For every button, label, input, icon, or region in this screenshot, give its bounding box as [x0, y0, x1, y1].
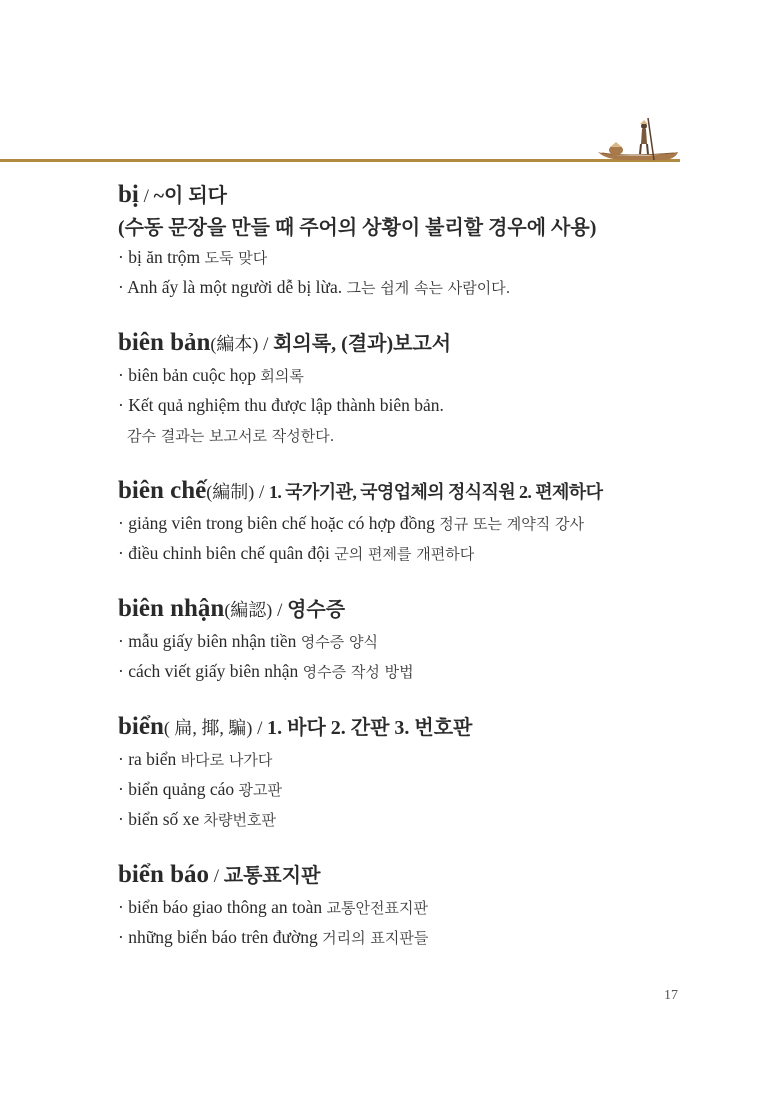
headword: biển [118, 713, 164, 740]
headword: bị [118, 181, 139, 208]
hanja: (編認) [224, 600, 273, 620]
example-line [118, 745, 698, 775]
entry-bien-ban [118, 326, 698, 451]
separator: / [258, 334, 274, 355]
example-korean: 회의록 [260, 367, 304, 385]
example-vietnamese: · bị ăn trộm [118, 247, 205, 267]
example-vietnamese: · Kết quả nghiệm thu được lập thành biên bản. [118, 395, 444, 415]
separator: / [254, 482, 269, 503]
example-vietnamese: · điều chỉnh biên chế quân đội [118, 543, 335, 563]
hanja: (編制) [206, 482, 255, 502]
example-line [118, 657, 698, 687]
meaning: 교통표지판 [223, 865, 321, 887]
example-line [118, 775, 698, 805]
meaning: 1. 바다 2. 간판 3. 번호판 [267, 717, 473, 739]
page-number: 17 [664, 988, 678, 1003]
example-line [118, 539, 698, 569]
entry-headline [118, 858, 698, 893]
separator: / [209, 866, 224, 887]
example-vietnamese: · cách viết giấy biên nhận [118, 661, 303, 681]
example-korean: 광고판 [238, 781, 282, 799]
example-line [118, 627, 698, 657]
entry-headline [118, 710, 698, 745]
example-line [118, 243, 698, 273]
example-korean: 차량번호판 [203, 811, 276, 829]
example-vietnamese: · ra biển [118, 749, 181, 769]
separator: / [272, 600, 288, 621]
entry-bien-bao [118, 858, 698, 953]
example-line [118, 273, 698, 303]
example-vietnamese: · biển báo giao thông an toàn [118, 897, 327, 917]
example-vietnamese: · biển quảng cáo [118, 779, 239, 799]
separator: / [138, 186, 154, 207]
hanja: ( 扁, 揶, 騙) [163, 718, 253, 738]
example-korean: 바다로 나가다 [180, 751, 273, 769]
entry-headline [118, 326, 698, 361]
usage-note: (수동 문장을 만들 때 주어의 상황이 불리할 경우에 사용) [118, 217, 597, 239]
header-rule [0, 159, 680, 162]
entry-bien-nhan [118, 592, 698, 687]
example-korean: 정규 또는 계약직 강사 [439, 515, 584, 533]
hanja: (編本) [210, 334, 259, 354]
example-line [118, 391, 698, 421]
meaning: 1. 국가기관, 국영업체의 정식직원 2. 편제하다 [268, 482, 603, 502]
example-line [118, 361, 698, 391]
example-vietnamese: · biển số xe [118, 809, 204, 829]
example-vietnamese: · biên bản cuộc họp [118, 365, 261, 385]
headword: biên bản [118, 329, 211, 356]
dictionary-entries [118, 178, 698, 976]
example-korean: 그는 쉽게 속는 사람이다. [346, 279, 511, 297]
entry-headline [118, 178, 698, 213]
headword: biển báo [118, 861, 210, 888]
entry-headline [118, 592, 698, 627]
example-korean: 군의 편제를 개편하다 [334, 545, 475, 563]
meaning: 회의록, (결과)보고서 [273, 333, 452, 355]
example-korean: 영수증 작성 방법 [302, 663, 414, 681]
example-korean: 감수 결과는 보고서로 작성한다. [127, 427, 335, 445]
example-korean: 거리의 표지판들 [322, 929, 429, 947]
example-line [118, 893, 698, 923]
headword: biên chế [118, 477, 207, 504]
meaning: ~이 되다 [153, 185, 228, 207]
example-line [118, 509, 698, 539]
example-korean: 도둑 맞다 [204, 249, 268, 267]
example-vietnamese: · mẫu giấy biên nhận tiền [118, 631, 301, 651]
example-line [118, 923, 698, 953]
boat-rower-icon [596, 116, 680, 164]
entry-bien [118, 710, 698, 835]
example-line [118, 421, 698, 451]
example-vietnamese: · những biển báo trên đường [118, 927, 323, 947]
example-vietnamese: · giảng viên trong biên chế hoặc có hợp đồng [118, 513, 440, 533]
meaning: 영수증 [287, 599, 346, 621]
example-line [118, 805, 698, 835]
headword: biên nhận [118, 595, 225, 622]
entry-headline [118, 474, 698, 509]
separator: / [252, 718, 268, 739]
entry-bien-che [118, 474, 698, 569]
example-korean: 교통안전표지판 [326, 899, 428, 917]
example-vietnamese: · Anh ấy là một người dễ bị lừa. [118, 277, 347, 297]
example-korean: 영수증 양식 [300, 633, 378, 651]
entry-bi [118, 178, 698, 303]
